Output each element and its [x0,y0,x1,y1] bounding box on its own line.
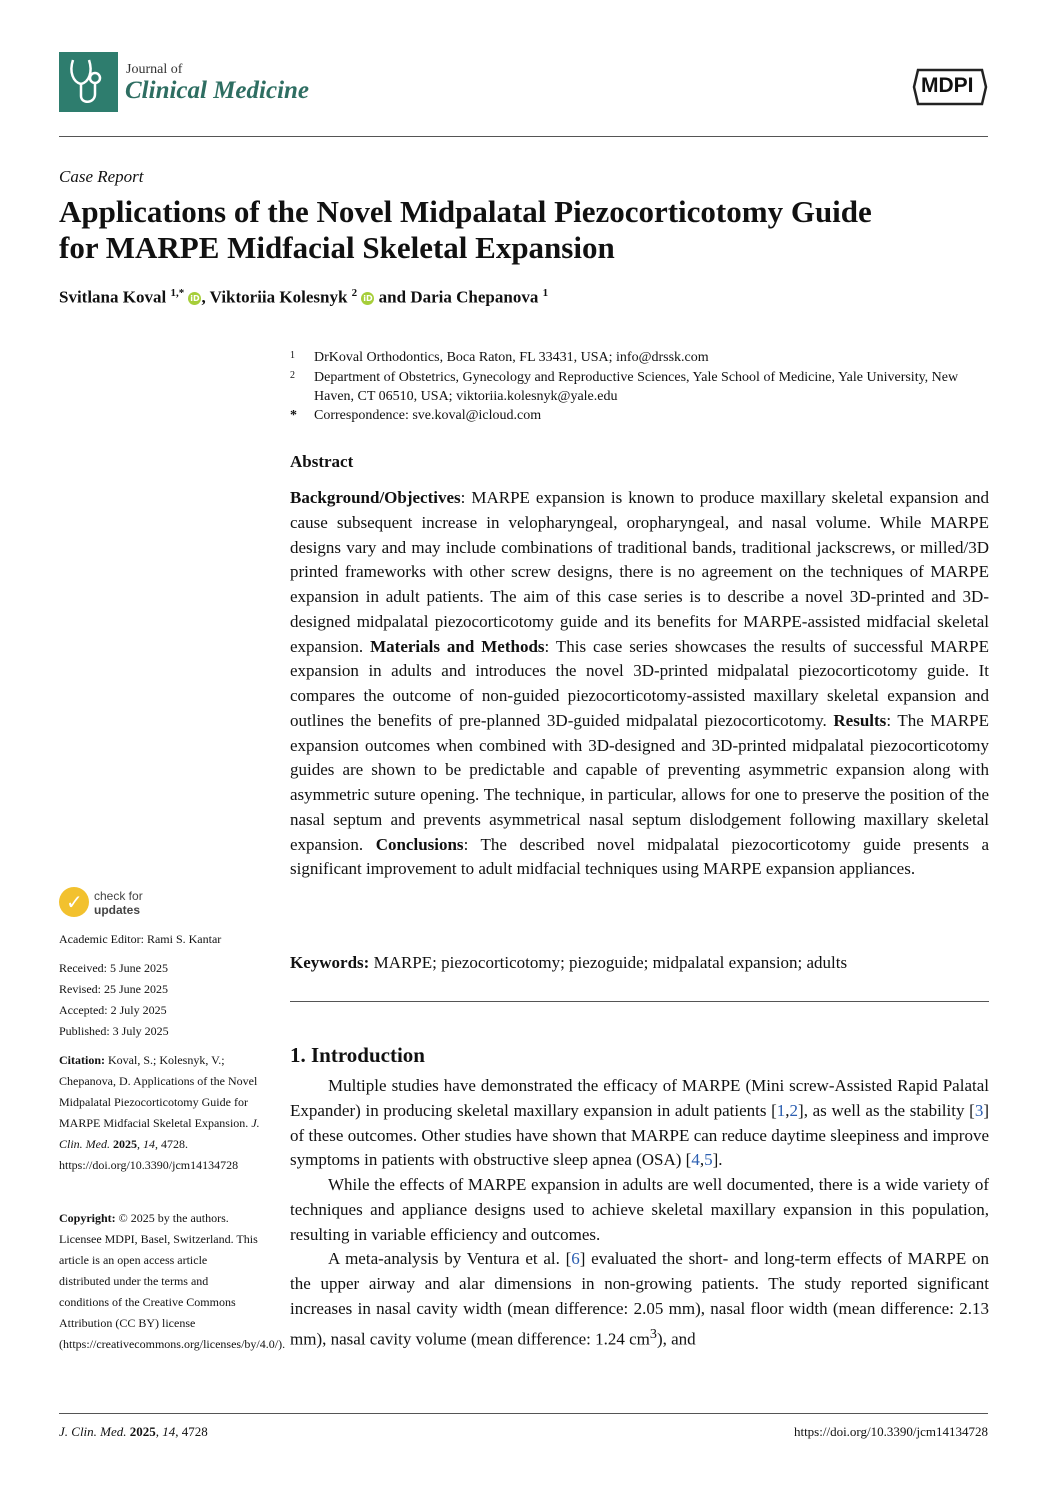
citation-link[interactable]: 4 [691,1150,700,1170]
citation-link[interactable]: 2 [789,1100,799,1120]
author-name[interactable]: Viktoriia Kolesnyk [209,287,348,307]
correspondence: * Correspondence: sve.koval@icloud.com [290,408,542,423]
section-heading: 1. Introduction [290,1043,425,1067]
author-and: and [378,287,407,307]
citation-link[interactable]: 6 [571,1249,580,1269]
citation-link[interactable]: 1 [776,1100,786,1120]
accepted-date: Accepted: 2 July 2025 [59,1003,167,1017]
author-name[interactable]: Svitlana Koval [59,287,167,307]
article-title [59,194,989,266]
paragraph: While the effects of MARPE expansion in adults are well documented, there is a wide variety of techniques and appliance designs used to achieve skeletal maxillary expansion in this population, resulting in variable efficiency and outcomes. [290,1175,989,1244]
copyright-block: Copyright: © 2025 by the authors. Licensee MDPI, Basel, Switzerland. This article is an open access article distributed under the terms and conditions of the Creative Commons Attribution (CC BY) license (https://creativecommons.org/licenses/by/4.0/). [59,1211,286,1351]
footer-rule [59,1413,988,1414]
header-rule [59,136,988,137]
author-list: Svitlana Koval $^{1,*}$ iD , Viktoriia Kolesnyk $^2$ iD and Daria Chepanova $^1$ [59,287,549,307]
affiliation: 1 DrKoval Orthodontics, Boca Raton, FL 33431, USA; info@drssk.com [290,350,709,365]
citation-link[interactable]: 3 [974,1100,984,1120]
abstract-heading: Abstract [290,452,354,471]
stethoscope-icon [59,52,118,112]
title-line-1: Applications of the Novel Midpalatal Piezocorticotomy Guide [59,194,872,229]
journal-name-small: Journal of [126,62,183,77]
author-sup: 2 [351,287,358,299]
paragraph: A meta-analysis by Ventura et al. [6] evaluated the short- and long-term effects of MARPE on the upper airway and alar dimensions in non-growing patients. The study reported significant increases in nasal cavity width (mean difference: 2.05 mm), nasal floor width (mean difference: 2.13 mm), nasal cavity volume (mean difference: 1.24 $cm^3$), and [290,1249,989,1349]
section-rule [290,1001,989,1002]
author-sup: 1,* [170,287,185,299]
abstract-body: Background/Objectives: MARPE expansion is known to produce maxillary skeletal expansion and cause subsequent increase in velopharyngeal, oropharyngeal, and nasal volume. While MARPE designs vary and may include combinations of traditional bands, traditional jackscrews, or milled/3D printed frameworks with other screw designs, there is no agreement on the techniques of MARPE expansion in adult patients. The aim of this case series is to describe a novel 3D-printed and 3D-designed midpalatal piezocorticotomy guide and its benefits for MARPE-assisted midfacial skeletal expansion. Materials and Methods: This case series showcases the results of successful MARPE expansion in adults and introduces the novel 3D-printed midpalatal piezocorticotomy guide. It compares the outcome of non-guided piezocorticotomy-assisted maxillary skeletal expansion and outlines the benefits of pre-planned 3D-guided midpalatal piezocorticotomy. Results: The MARPE expansion outcomes when combined with 3D-designed and 3D-printed midpalatal piezocorticotomy guides are shown to be predictable and capable of preventing asymmetric expansion along with asymmetric suture opening. The technique, in particular, allows for one to preserve the position of the nasal septum and prevents asymmetrical nasal septum dislodgement following maxillary skeletal expansion. Conclusions: The described novel midpalatal piezocorticotomy guide presents a significant improvement to adult midfacial techniques using MARPE expansion appliances. [290,488,990,879]
orcid-icon[interactable]: iD [363,293,373,303]
article-type: Case Report [59,167,144,186]
citation-block: Citation: Koval, S.; Kolesnyk, V.; Chepanova, D. Applications of the Novel Midpalatal Piezocorticotomy Guide for MARPE Midfacial Skeletal Expansion. J. Clin. Med. 2025, 14, 4728. https://doi.org/10.3390/jcm14134728 [59,1053,260,1172]
orcid-icon[interactable]: iD [190,293,200,303]
author-name[interactable]: Daria Chepanova [410,287,539,307]
publisher-name: MDPI [921,74,974,97]
revised-date: Revised: 25 June 2025 [59,982,168,996]
published-date: Published: 3 July 2025 [59,1024,169,1038]
footer-doi[interactable]: https://doi.org/10.3390/jcm14134728 [793,1424,988,1439]
citation-link[interactable]: 5 [704,1150,713,1170]
paragraph: Multiple studies have demonstrated the efficacy of MARPE (Mini screw-Assisted Rapid Palatal Expander) in producing skeletal maxillary expansion in adult patients [1,2], as well as the stability [3] of these outcomes. Other studies have shown that MARPE can reduce daytime sleepiness and improve symptoms in patients with obstructive sleep apnea (OSA) [4,5]. [290,1076,989,1170]
keywords: Keywords: MARPE; piezocorticotomy; piezoguide; midpalatal expansion; adults [290,953,848,972]
publisher-logo [912,66,988,108]
journal-name: Clinical Medicine [125,77,310,104]
title-line-2: for MARPE Midfacial Skeletal Expansion [59,230,615,265]
author-sup: 1 [542,287,549,299]
introduction-body [290,1074,989,1352]
affiliation: 2 Department of Obstetrics, Gynecology and Reproductive Sciences, Yale School of Medicine, Yale University, New Haven, CT 06510, USA; viktoriia.kolesnyk@yale.edu [290,370,959,404]
journal-logo [59,52,118,112]
footer-citation: J. Clin. Med. 2025, 14, 4728 [59,1424,208,1439]
received-date: Received: 5 June 2025 [59,961,168,975]
academic-editor: Academic Editor: Rami S. Kantar [59,932,222,946]
